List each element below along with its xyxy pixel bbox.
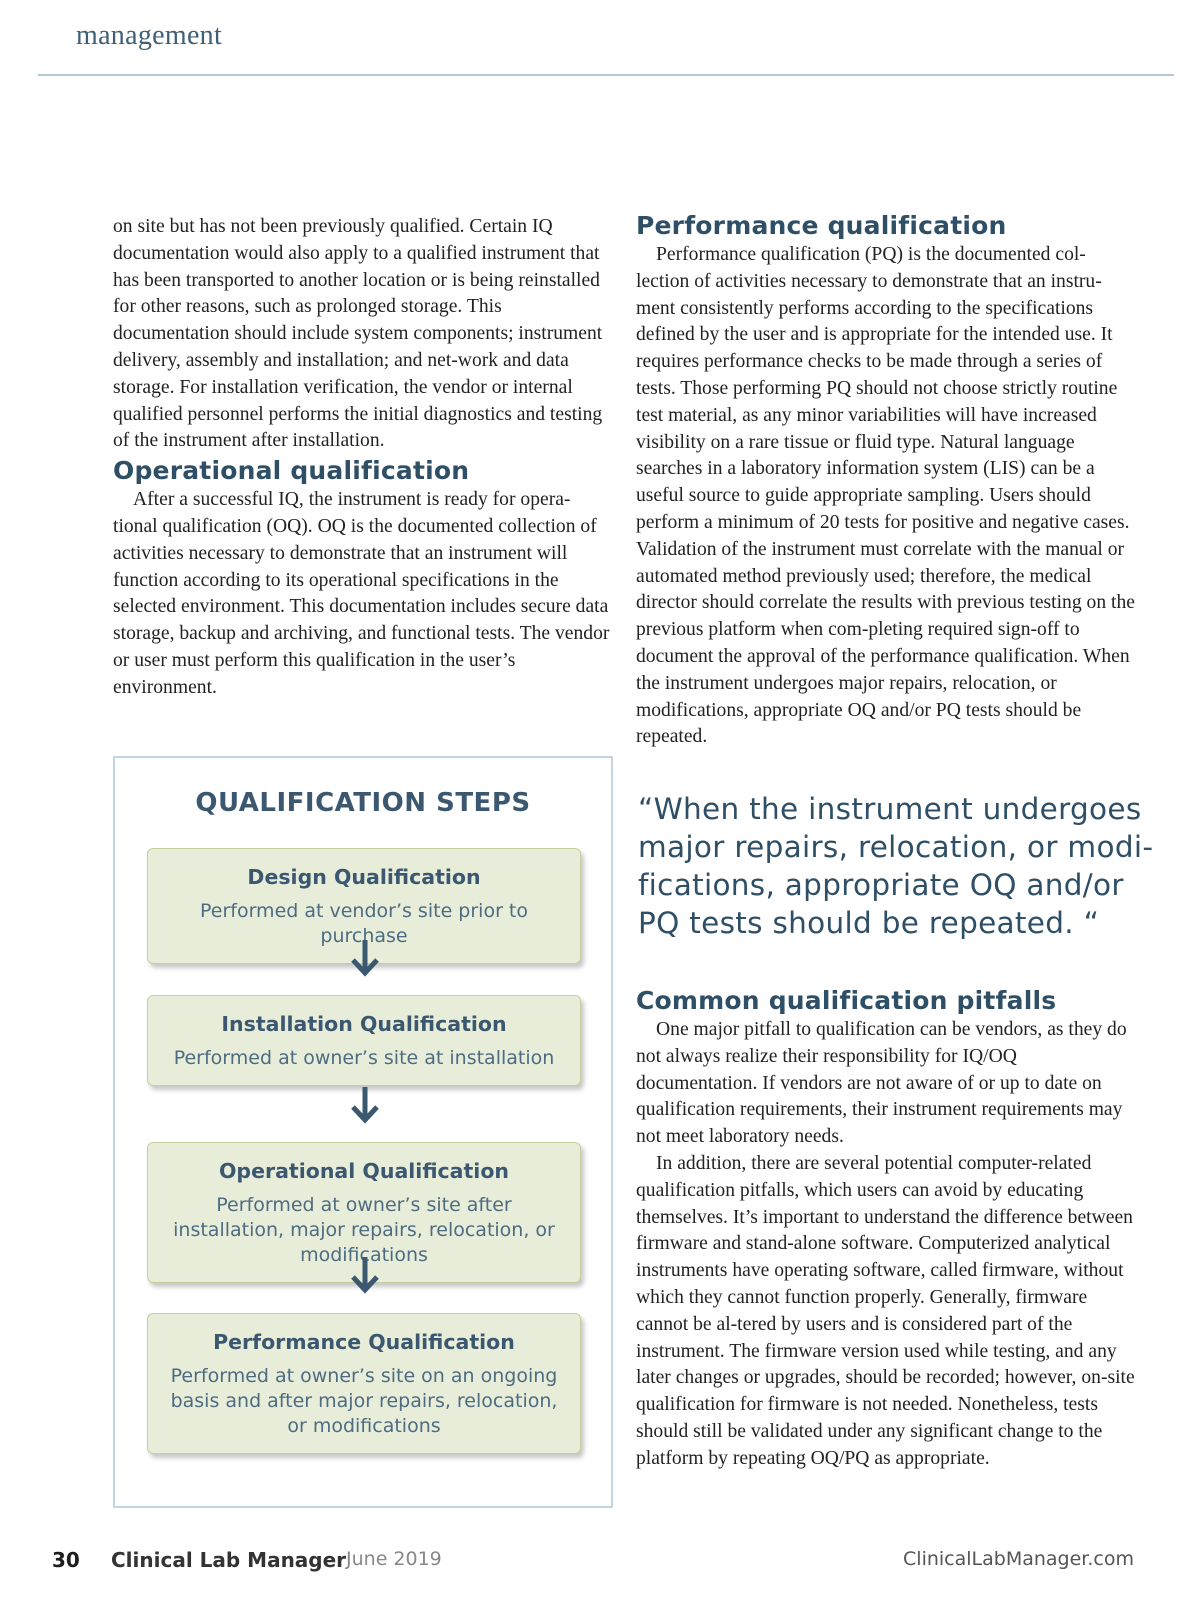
- pitfalls-paragraph: In addition, there are several potential computer-related qualification pitfalls, which users can avoid by educating themselves. It’s important to understand the difference between firmware and stand-alone software. Computerized analytical instruments have operating software, called firmware, without which they cannot function properly. Generally, firmware cannot be al-tered by users and is considered part of the instrument. The firmware version used while testing, and any later changes or upgrades, should be recorded; however, on-site qualification for firmware is not needed. Nonetheless, tests should still be validated under any significant change to the platform by repeating OQ/PQ as appropriate.: [636, 1152, 1135, 1469]
- pull-quote: “When the instrument undergoes major repairs, relocation, or modi-fications, appropriate OQ and/or PQ tests should be repeated. “: [638, 792, 1154, 940]
- page-footer: [0, 1548, 1200, 1588]
- step-description: Performed at owner’s site after installation, major repairs, relocation, or modifications: [173, 1194, 555, 1266]
- pitfalls-paragraph: One major pitfall to qualification can be vendors, as they do not always realize their responsibility for IQ/OQ documentation. If vendors are not aware of or up to date on qualification requirements, their instrument requirements may not meet laboratory needs.: [636, 1019, 1127, 1148]
- pitfalls-heading: Common qualification pitfalls: [636, 986, 1057, 1015]
- step-performance-qualification: [147, 1313, 581, 1454]
- step-title: Installation Qualification: [221, 1012, 507, 1036]
- publication-name: Clinical Lab Manager: [111, 1548, 347, 1572]
- step-installation-qualification: [147, 995, 581, 1086]
- arrow-down-icon: [348, 1085, 382, 1125]
- step-description: Performed at owner’s site at installation: [173, 1047, 555, 1069]
- issue-date: June 2019: [346, 1548, 442, 1570]
- qualification-steps-panel: [113, 756, 613, 1508]
- pq-heading: Performance qualification: [636, 211, 1007, 240]
- oq-paragraph: After a successful IQ, the instrument is ready for opera-tional qualification (OQ). OQ is the documented collection of activities necessary to demonstrate that an instrument will function according to its operational specifications in the selected environment. This documentation includes secure data storage, backup and archiving, and functional tests. The vendor or user must perform this qualification in the user’s environment.: [113, 489, 610, 698]
- section-label: management: [76, 20, 223, 51]
- step-title: Design Qualification: [247, 865, 481, 889]
- arrow-down-icon: [348, 938, 382, 978]
- header-divider: [38, 74, 1174, 76]
- website-link[interactable]: ClinicalLabManager.com: [903, 1548, 1134, 1570]
- qualification-steps-title: QUALIFICATION STEPS: [195, 788, 531, 818]
- right-column: [636, 210, 1136, 751]
- arrow-down-icon: [348, 1255, 382, 1295]
- intro-paragraph: on site but has not been previously qualified. Certain IQ documentation would also apply to a qualified instrument that has been transported to another location or is being reinstalled for other reasons, such as prolonged storage. This documentation should include system components; instrument delivery, assembly and installation; and net-work and data storage. For installation verification, the vendor or internal qualified personnel performs the initial diagnostics and testing of the instrument after installation.: [113, 216, 603, 452]
- step-title: Operational Qualification: [218, 1159, 510, 1183]
- pq-paragraph: Performance qualification (PQ) is the documented col-lection of activities necessary to demonstrate that an instru-ment consistently performs according to the specifications defined by the user and is appropriate for the intended use. It requires performance checks to be made through a series of tests. Those performing PQ should not choose strictly routine test material, as any minor variabilities will have increased visibility on a rare tissue or fluid type. Natural language searches in a laboratory information system (LIS) can be a useful source to guide appropriate sampling. Users should perform a minimum of 20 tests for positive and negative cases. Validation of the instrument must correlate with the manual or automated method previously used; therefore, the medical director should correlate the results with previous testing on the previous platform when com-pleting required sign-off to document the approval of the performance qualification. When the instrument undergoes major repairs, relocation, or modifications, appropriate OQ and/or PQ tests should be repeated.: [636, 244, 1135, 748]
- step-title: Performance Qualification: [213, 1330, 515, 1354]
- pitfalls-section: [636, 985, 1136, 1473]
- left-column: [113, 214, 613, 702]
- page-number: 30: [52, 1548, 80, 1572]
- step-description: Performed at vendor’s site prior to purchase: [199, 900, 528, 947]
- oq-heading: Operational qualification: [113, 456, 470, 486]
- step-description: Performed at owner’s site on an ongoing basis and after major repairs, relocation, or modifications: [170, 1365, 558, 1437]
